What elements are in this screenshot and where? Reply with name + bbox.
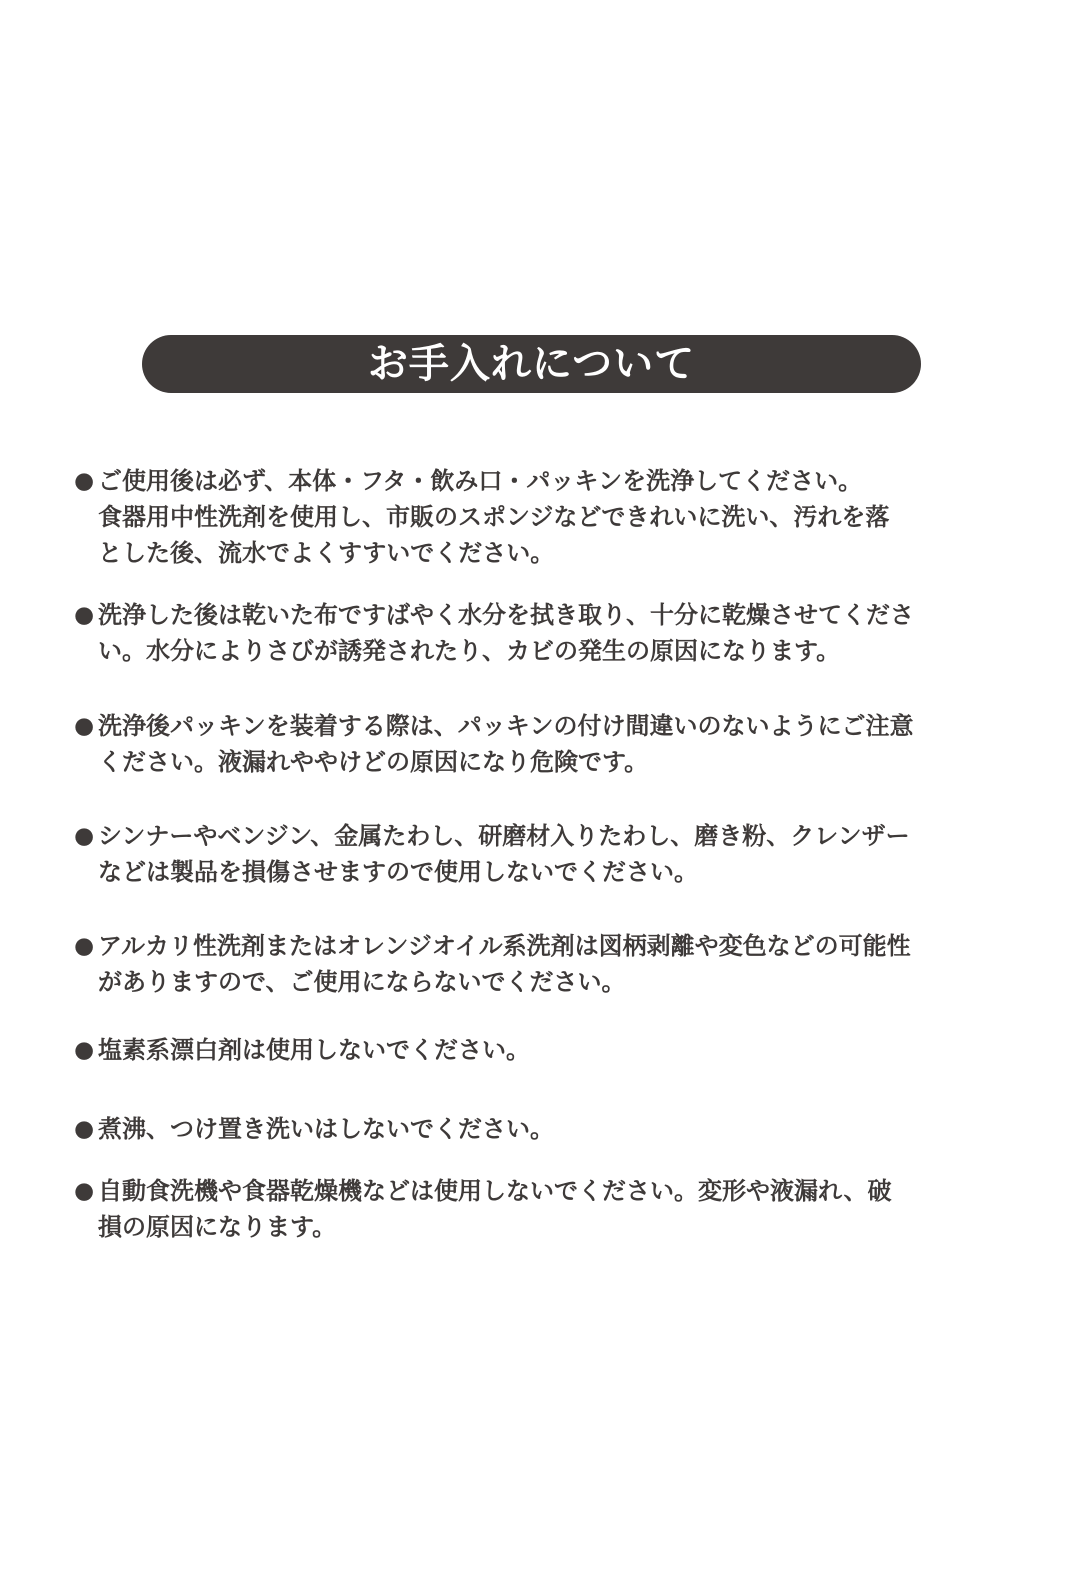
page-title: お手入れについて (367, 341, 696, 387)
bullet-icon: ● (74, 468, 95, 494)
bullet-icon: ● (74, 933, 95, 959)
note-text: 洗浄した後は乾いた布ですばやく水分を拭き取り、十分に乾燥させてくださ い。水分によりさびが誘発されたり、カビの発生の原因になります。 (98, 601, 914, 665)
bullet-icon: ● (74, 1178, 95, 1204)
note-text: 塩素系漂白剤は使用しないでください。 (98, 1036, 530, 1064)
care-note-dry (74, 597, 1014, 669)
bullet-icon: ● (74, 602, 95, 628)
care-note-packing (74, 708, 1014, 780)
note-text: アルカリ性洗剤またはオレンジオイル系洗剤は図柄剥離や変色などの可能性 がありますので、ご使用にならないでください。 (98, 932, 911, 996)
care-note-abrasives (74, 818, 1014, 890)
note-text: 自動食洗機や食器乾燥機などは使用しないでください。変形や液漏れ、破 損の原因になります。 (98, 1177, 892, 1241)
care-note-wash-after-use (74, 463, 1014, 571)
section-header (142, 335, 921, 393)
care-note-bleach (74, 1032, 1014, 1068)
note-text: 洗浄後パッキンを装着する際は、パッキンの付け間違いのないようにご注意 ください。液漏れややけどの原因になり危険です。 (98, 712, 914, 776)
care-note-alkaline (74, 928, 1014, 1000)
note-text: 煮沸、つけ置き洗いはしないでください。 (98, 1115, 554, 1143)
bullet-icon: ● (74, 713, 95, 739)
care-note-dishwasher (74, 1173, 1014, 1245)
note-text: シンナーやベンジン、金属たわし、研磨材入りたわし、磨き粉、クレンザー などは製品を損傷させますので使用しないでください。 (98, 822, 910, 886)
bullet-icon: ● (74, 1037, 95, 1063)
bullet-icon: ● (74, 823, 95, 849)
care-note-boiling (74, 1111, 1014, 1147)
bullet-icon: ● (74, 1116, 95, 1142)
note-text: ご使用後は必ず、本体・フタ・飲み口・パッキンを洗浄してください。 食器用中性洗剤を使用し、市販のスポンジなどできれいに洗い、汚れを落 とした後、流水でよくすすいでください。 (98, 467, 890, 567)
